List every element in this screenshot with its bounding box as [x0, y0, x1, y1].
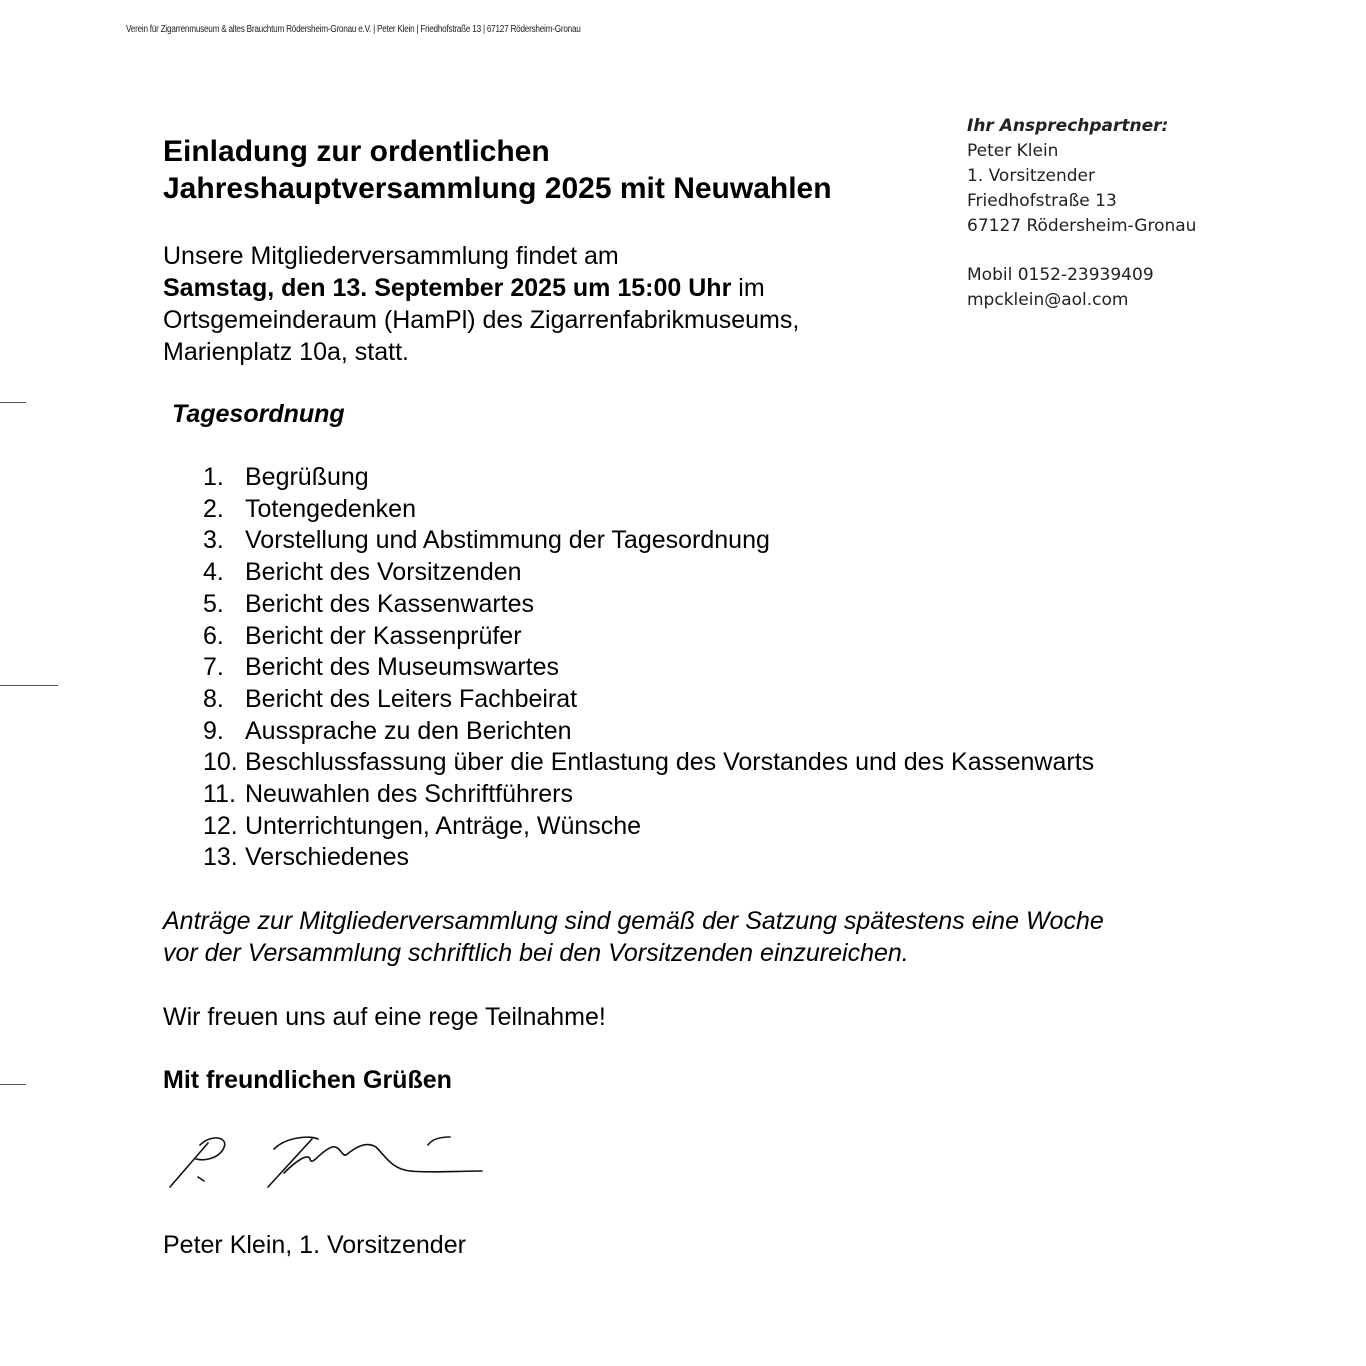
agenda-item-text: Beschlussfassung über die Entlastung des Vorstandes und des Kassenwarts	[245, 748, 1095, 777]
agenda-item-number: 8.	[203, 684, 224, 713]
agenda-item	[203, 779, 1094, 811]
closing-sentence: Wir freuen uns auf eine rege Teilnahme!	[163, 1003, 606, 1031]
agenda-item	[203, 462, 1094, 494]
motions-note-line-2: vor der Versammlung schriftlich bei den Vorsitzenden einzureichen.	[163, 939, 909, 967]
agenda-item-number: 9.	[203, 716, 224, 745]
agenda-item	[203, 716, 1094, 748]
greeting: Mit freundlichen Grüßen	[163, 1066, 452, 1094]
sender-address-line: Verein für Zigarrenmuseum & altes Brauchtum Rödersheim-Gronau e.V. | Peter Klein | Friedhofstraße 13 | 67127 Rödersheim-Gronau	[126, 24, 581, 35]
agenda-item-text: Bericht des Museumswartes	[245, 653, 560, 682]
intro-line-4: Marienplatz 10a, statt.	[163, 338, 409, 366]
agenda-item	[203, 842, 1094, 874]
title-line-2: Jahreshauptversammlung 2025 mit Neuwahlen	[163, 172, 832, 205]
agenda-item-text: Vorstellung und Abstimmung der Tagesordnung	[245, 526, 770, 555]
contact-block	[967, 114, 1196, 313]
contact-street: Friedhofstraße 13	[967, 191, 1117, 211]
hole-punch-mark	[0, 685, 58, 686]
agenda-item-number: 5.	[203, 589, 224, 618]
meeting-date: Samstag, den 13. September 2025 um 15:00 Uhr	[163, 274, 732, 302]
agenda-item-number: 2.	[203, 494, 224, 523]
agenda-item-text: Bericht des Vorsitzenden	[245, 558, 522, 587]
agenda-item	[203, 652, 1094, 684]
agenda-item-text: Totengedenken	[245, 494, 416, 523]
agenda-item	[203, 589, 1094, 621]
intro-after-date: im	[731, 274, 765, 302]
intro-paragraph	[163, 240, 923, 368]
fold-mark-top	[0, 402, 26, 403]
agenda-item-number: 4.	[203, 558, 224, 587]
intro-line-3: Ortsgemeinderaum (HamPl) des Zigarrenfabrikmuseums,	[163, 306, 800, 334]
handwritten-signature	[160, 1125, 500, 1195]
agenda-item	[203, 621, 1094, 653]
agenda-item-number: 12.	[203, 811, 238, 840]
contact-name: Peter Klein	[967, 141, 1059, 161]
agenda-item-number: 6.	[203, 621, 224, 650]
contact-heading: Ihr Ansprechpartner:	[967, 116, 1169, 136]
motions-note-line-1: Anträge zur Mitgliederversammlung sind gemäß der Satzung spätestens eine Woche	[163, 907, 1104, 935]
intro-line-1: Unsere Mitgliederversammlung findet am	[163, 242, 619, 270]
document-title	[163, 133, 832, 207]
signer-name: Peter Klein, 1. Vorsitzender	[163, 1231, 466, 1259]
agenda-item	[203, 747, 1094, 779]
contact-mobile: Mobil 0152-23939409	[967, 265, 1154, 285]
agenda-item	[203, 525, 1094, 557]
agenda-item-text: Aussprache zu den Berichten	[245, 716, 572, 745]
agenda-item	[203, 684, 1094, 716]
agenda-heading: Tagesordnung	[172, 400, 345, 428]
agenda-item-text: Bericht des Kassenwartes	[245, 589, 535, 618]
agenda-item-number: 10.	[203, 748, 238, 777]
contact-role: 1. Vorsitzender	[967, 166, 1095, 186]
motions-note	[163, 905, 1104, 969]
contact-email: mpcklein@aol.com	[967, 290, 1129, 310]
agenda-item-text: Neuwahlen des Schriftführers	[245, 780, 573, 809]
agenda-list	[203, 462, 1094, 874]
agenda-item-number: 7.	[203, 653, 224, 682]
title-line-1: Einladung zur ordentlichen	[163, 135, 550, 168]
fold-mark-bottom	[0, 1084, 26, 1085]
contact-city: 67127 Rödersheim-Gronau	[967, 216, 1197, 236]
agenda-item-text: Unterrichtungen, Anträge, Wünsche	[245, 811, 642, 840]
agenda-item-text: Bericht der Kassenprüfer	[245, 621, 522, 650]
agenda-item	[203, 494, 1094, 526]
agenda-item	[203, 811, 1094, 843]
agenda-item-number: 3.	[203, 526, 224, 555]
agenda-item-text: Begrüßung	[245, 463, 369, 491]
agenda-item-number: 13.	[203, 843, 238, 872]
agenda-item-number: 11.	[203, 780, 236, 809]
agenda-item-text: Bericht des Leiters Fachbeirat	[245, 684, 578, 713]
agenda-item-number: 1.	[203, 463, 224, 491]
agenda-item	[203, 557, 1094, 589]
agenda-item-text: Verschiedenes	[245, 843, 410, 872]
